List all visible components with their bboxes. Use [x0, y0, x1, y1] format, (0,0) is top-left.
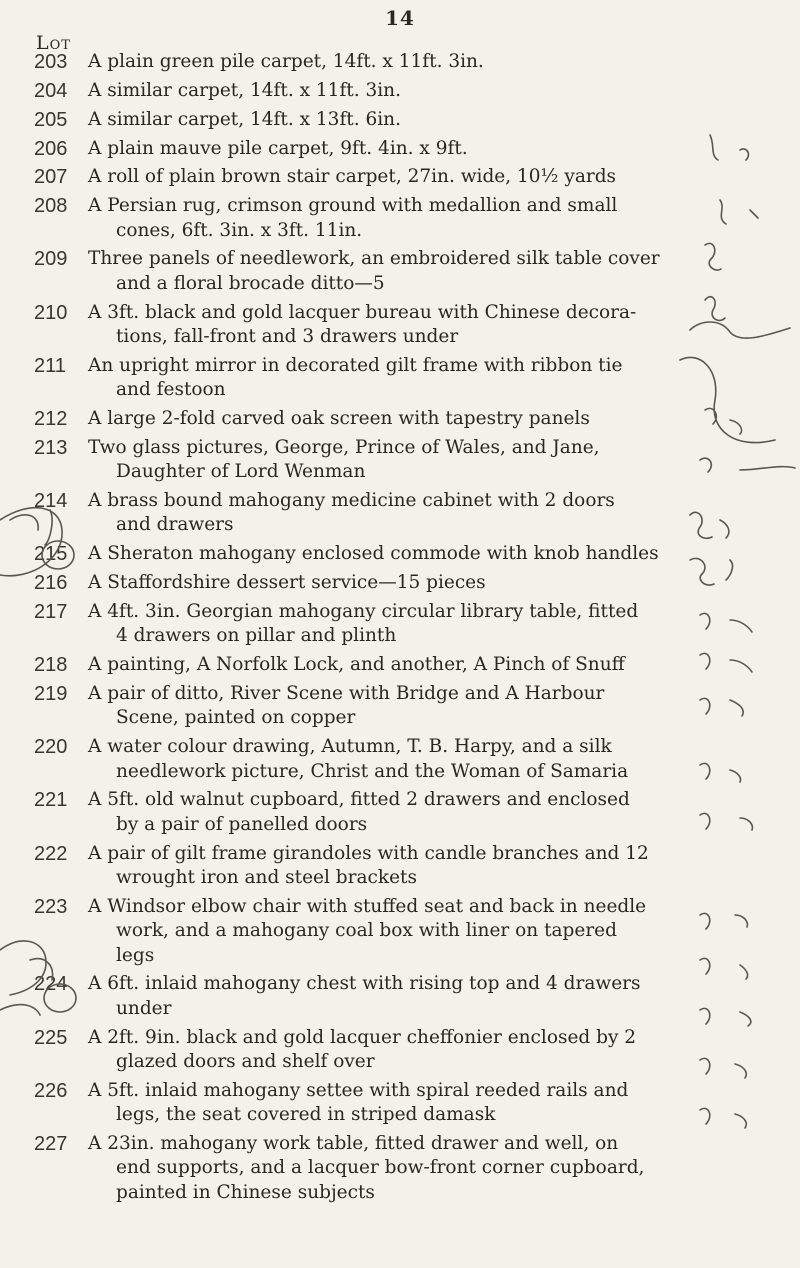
lot-description: A 5ft. inlaid mahogany settee with spiral reeded rails and [88, 1080, 629, 1101]
lot-description: A 4ft. 3in. Georgian mahogany circular library table, fitted [88, 601, 639, 622]
lot-description: A painting, A Norfolk Lock, and another, A Pinch of Snuff [88, 654, 625, 675]
lot-description: Scene, painted on copper [116, 707, 356, 728]
lot-entry-continuation [0, 272, 800, 296]
lot-description: A Windsor elbow chair with stuffed seat and back in needle [88, 896, 647, 917]
lot-entry [0, 653, 800, 677]
lot-description: Two glass pictures, George, Prince of Wales, and Jane, [88, 437, 600, 458]
lot-description: glazed doors and shelf over [116, 1051, 375, 1072]
lot-entry [0, 542, 800, 566]
lot-description: A 3ft. black and gold lacquer bureau with Chinese decora- [88, 302, 637, 323]
lot-entry-continuation [0, 624, 800, 648]
lot-description: Daughter of Lord Wenman [116, 461, 366, 482]
lot-number: 207 [34, 166, 68, 188]
lot-entry-continuation [0, 219, 800, 243]
lot-entry [0, 247, 800, 271]
lot-number: 218 [34, 654, 68, 676]
lot-description: end supports, and a lacquer bow-front corner cupboard, [116, 1157, 645, 1178]
lot-description: legs [116, 945, 155, 966]
lot-number: 219 [34, 683, 68, 705]
lot-number: 227 [34, 1133, 68, 1155]
lot-entry [0, 354, 800, 378]
lot-description: A Staffordshire dessert service—15 pieces [88, 572, 486, 593]
lot-description: A plain mauve pile carpet, 9ft. 4in. x 9ft. [88, 138, 468, 159]
lot-number: 225 [34, 1027, 68, 1049]
lot-entry-continuation [0, 1103, 800, 1127]
lot-number: 213 [34, 437, 68, 459]
lot-entry-continuation [0, 760, 800, 784]
lot-number: 212 [34, 408, 68, 430]
lot-description: A roll of plain brown stair carpet, 27in. wide, 10½ yards [88, 166, 617, 187]
lot-number: 204 [34, 80, 68, 102]
lot-number: 206 [34, 138, 68, 160]
lot-description: A plain green pile carpet, 14ft. x 11ft. 3in. [88, 51, 484, 72]
lot-description: A Persian rug, crimson ground with medallion and small [88, 195, 618, 216]
lot-entry [0, 842, 800, 866]
lot-number: 223 [34, 896, 68, 918]
lot-description: A large 2-fold carved oak screen with tapestry panels [88, 408, 590, 429]
lot-entry-continuation [0, 460, 800, 484]
lot-description: A water colour drawing, Autumn, T. B. Harpy, and a silk [88, 736, 612, 757]
lot-description: legs, the seat covered in striped damask [116, 1104, 496, 1125]
lot-description: An upright mirror in decorated gilt frame with ribbon tie [88, 355, 623, 376]
lot-number: 216 [34, 572, 68, 594]
lot-entry-continuation [0, 813, 800, 837]
lot-entry-continuation [0, 325, 800, 349]
lot-description: A 23in. mahogany work table, fitted drawer and well, on [88, 1133, 619, 1154]
lot-description: and a floral brocade ditto—5 [116, 273, 385, 294]
lot-description: and festoon [116, 379, 226, 400]
lot-description: A 5ft. old walnut cupboard, fitted 2 drawers and enclosed [88, 789, 630, 810]
lot-entry-continuation [0, 997, 800, 1021]
lot-entry [0, 165, 800, 189]
lot-entry-continuation [0, 919, 800, 943]
lot-description: Three panels of needlework, an embroidered silk table cover [88, 248, 660, 269]
lot-number: 221 [34, 789, 68, 811]
lot-entry [0, 108, 800, 132]
lot-number: 224 [34, 973, 68, 995]
lot-number: 203 [34, 51, 68, 73]
lot-description: A 6ft. inlaid mahogany chest with rising top and 4 drawers [88, 973, 641, 994]
lot-description: needlework picture, Christ and the Woman of Samaria [116, 761, 629, 782]
lot-entry-continuation [0, 706, 800, 730]
lot-entry [0, 788, 800, 812]
lot-number: 226 [34, 1080, 68, 1102]
lot-entry-continuation [0, 1050, 800, 1074]
lot-description: painted in Chinese subjects [116, 1182, 375, 1203]
lot-number: 208 [34, 195, 68, 217]
lot-entry [0, 895, 800, 919]
lot-entry [0, 682, 800, 706]
lot-entry-continuation [0, 378, 800, 402]
lot-entry [0, 571, 800, 595]
lot-entry-continuation [0, 944, 800, 968]
lot-number: 217 [34, 601, 68, 623]
lot-description: wrought iron and steel brackets [116, 867, 417, 888]
lot-description: cones, 6ft. 3in. x 3ft. 11in. [116, 220, 363, 241]
lot-description: A similar carpet, 14ft. x 13ft. 6in. [88, 109, 401, 130]
lot-number: 210 [34, 302, 68, 324]
lot-description: A 2ft. 9in. black and gold lacquer cheffonier enclosed by 2 [88, 1027, 637, 1048]
lot-description: by a pair of panelled doors [116, 814, 368, 835]
lot-entry [0, 1132, 800, 1156]
lot-entry-continuation [0, 1156, 800, 1180]
lot-entry-continuation [0, 866, 800, 890]
lot-number: 205 [34, 109, 68, 131]
lot-description: A pair of gilt frame girandoles with candle branches and 12 [88, 843, 649, 864]
lot-description: A Sheraton mahogany enclosed commode with knob handles [88, 543, 659, 564]
lot-entry [0, 972, 800, 996]
lot-description: 4 drawers on pillar and plinth [116, 625, 397, 646]
lot-entry [0, 1026, 800, 1050]
lot-entry-continuation [0, 1181, 800, 1205]
lot-number: 222 [34, 843, 68, 865]
lot-entry [0, 1079, 800, 1103]
lot-number: 214 [34, 490, 68, 512]
lot-description: A pair of ditto, River Scene with Bridge and A Harbour [88, 683, 605, 704]
lot-entry [0, 436, 800, 460]
lot-entry [0, 735, 800, 759]
lot-column-header: Lot [36, 32, 71, 54]
lot-entry [0, 79, 800, 103]
lot-entry-continuation [0, 513, 800, 537]
lot-description: work, and a mahogany coal box with liner on tapered [116, 920, 617, 941]
lot-description: tions, fall-front and 3 drawers under [116, 326, 459, 347]
lot-number: 220 [34, 736, 68, 758]
lot-entry [0, 407, 800, 431]
lot-description: A similar carpet, 14ft. x 11ft. 3in. [88, 80, 401, 101]
lot-description: A brass bound mahogany medicine cabinet with 2 doors [88, 490, 615, 511]
lot-number: 209 [34, 248, 68, 270]
lot-entry [0, 50, 800, 74]
page-number: 14 [385, 6, 415, 30]
lot-entry [0, 194, 800, 218]
lot-description: under [116, 998, 172, 1019]
lot-entry [0, 301, 800, 325]
lot-entry [0, 137, 800, 161]
lot-number: 211 [34, 355, 66, 377]
lot-entry [0, 600, 800, 624]
lot-number: 215 [34, 543, 68, 565]
lot-entry [0, 489, 800, 513]
lot-description: and drawers [116, 514, 234, 535]
